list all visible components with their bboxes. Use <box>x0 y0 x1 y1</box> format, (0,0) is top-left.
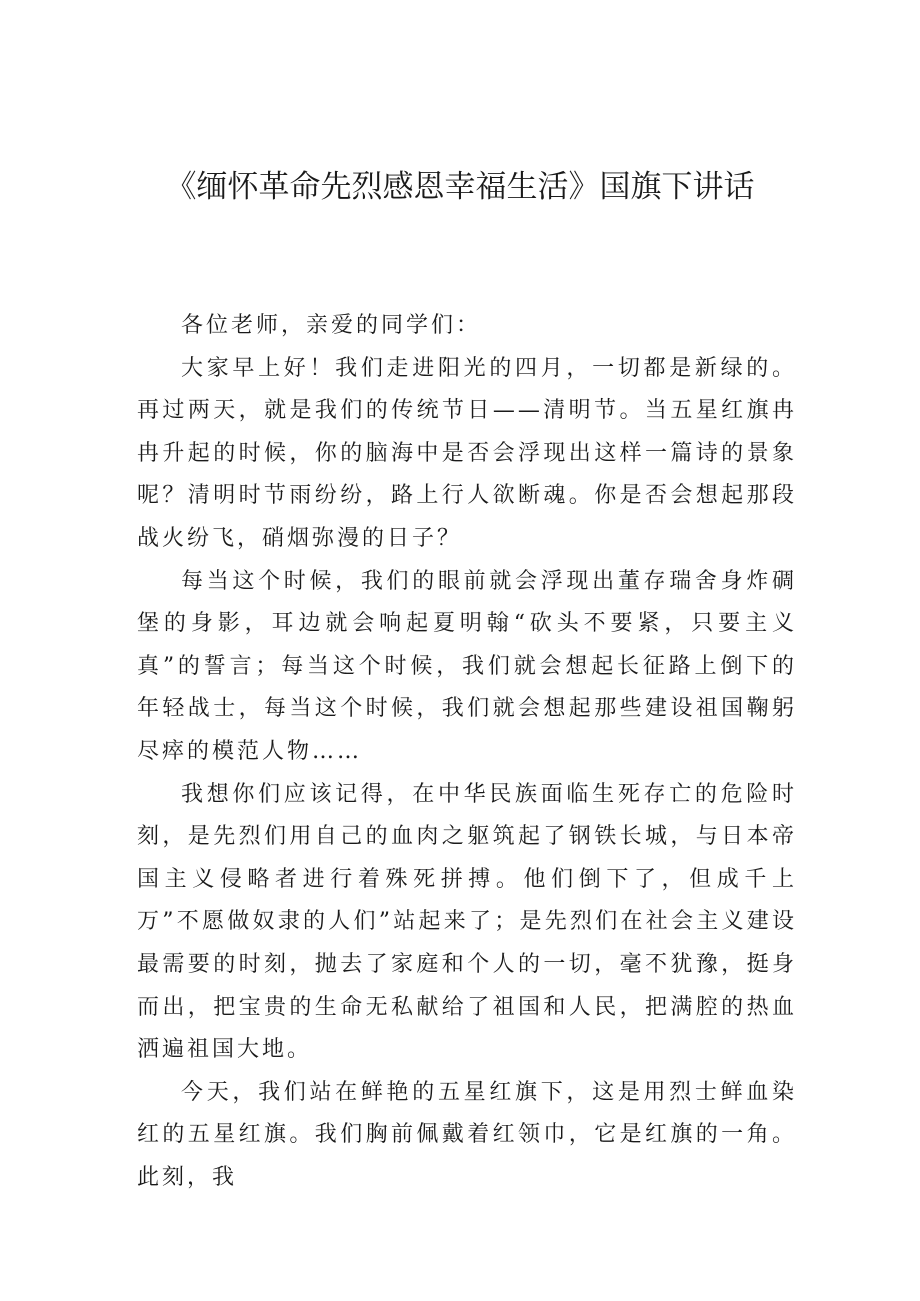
body-paragraph: 每当这个时候，我们的眼前就会浮现出董存瑞舍身炸碉堡的身影，耳边就会响起夏明翰“砍头不要紧，只要主义真”的誓言；每当这个时候，我们就会想起长征路上倒下的年轻战士，每当这个时候，我们就会想起那些建设祖国鞠躬尽瘁的模范人物…… <box>137 568 797 764</box>
greeting-paragraph: 各位老师，亲爱的同学们： <box>181 313 482 338</box>
document-title: 《缅怀革命先烈感恩幸福生活》国旗下讲话 <box>165 169 755 205</box>
body-paragraph: 我想你们应该记得，在中华民族面临生死存亡的危险时刻，是先烈们用自己的血肉之躯筑起了钢铁长城，与日本帝国主义侵略者进行着殊死拼搏。他们倒下了，但成千上万”不愿做奴隶的人们”站起来了；是先烈们在社会主义建设最需要的时刻，抛去了家庭和个人的一切，毫不犹豫，挺身而出，把宝贵的生命无私献给了祖国和人民，把满腔的热血洒遍祖国大地。 <box>137 781 797 1063</box>
document-body <box>137 305 797 1199</box>
body-paragraph: 大家早上好！我们走进阳光的四月，一切都是新绿的。再过两天，就是我们的传统节日——清明节。当五星红旗冉冉升起的时候，你的脑海中是否会浮现出这样一篇诗的景象呢？清明时节雨纷纷，路上行人欲断魂。你是否会想起那段战火纷飞，硝烟弥漫的日子？ <box>137 355 797 551</box>
body-paragraph: 今天，我们站在鲜艳的五星红旗下，这是用烈士鲜血染红的五星红旗。我们胸前佩戴着红领巾，它是红旗的一角。此刻，我 <box>137 1079 797 1190</box>
